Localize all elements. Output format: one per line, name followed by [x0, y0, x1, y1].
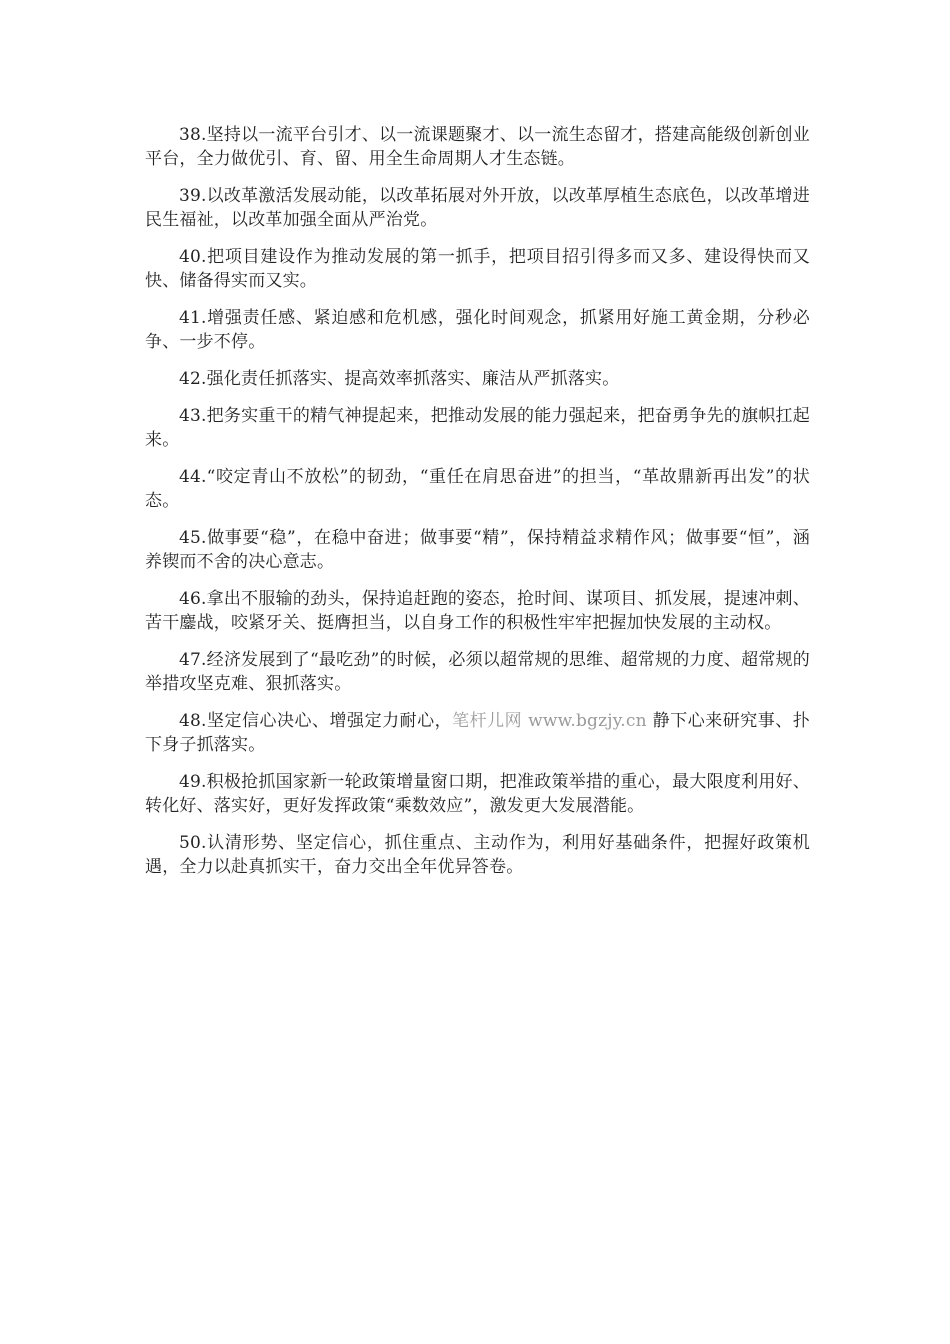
- paragraph-40: 40.把项目建设作为推动发展的第一抓手，把项目招引得多而又多、建设得快而又快、储备得实而又实。: [145, 247, 810, 291]
- paragraph-49: 49.积极抢抓国家新一轮政策增量窗口期，把准政策举措的重心，最大限度利用好、转化好、落实好，更好发挥政策“乘数效应”，激发更大发展潜能。: [145, 772, 810, 816]
- paragraph-43: 43.把务实重干的精气神提起来，把推动发展的能力强起来，把奋勇争先的旗帜扛起来。: [145, 406, 810, 450]
- watermark-text: 笔杆儿网 www.bgzjy.cn: [452, 711, 647, 731]
- paragraph-38: 38.坚持以一流平台引才、以一流课题聚才、以一流生态留才，搭建高能级创新创业平台，全力做优引、育、留、用全生命周期人才生态链。: [145, 125, 810, 169]
- paragraph-42: 42.强化责任抓落实、提高效率抓落实、廉洁从严抓落实。: [179, 369, 620, 389]
- document-body: [145, 123, 810, 892]
- paragraph-48-after: 静下心来研究事、扑下身子抓落实。: [145, 711, 810, 755]
- paragraph-48: [145, 709, 810, 757]
- paragraph-48-before: 48.坚定信心决心、增强定力耐心，: [179, 711, 453, 731]
- paragraph-39: 39.以改革激活发展动能，以改革拓展对外开放，以改革厚植生态底色，以改革增进民生福祉，以改革加强全面从严治党。: [145, 186, 810, 230]
- paragraph-45: 45.做事要“稳”，在稳中奋进；做事要“精”，保持精益求精作风；做事要“恒”，涵养锲而不舍的决心意志。: [145, 528, 810, 572]
- paragraph-50: 50.认清形势、坚定信心，抓住重点、主动作为，利用好基础条件，把握好政策机遇，全力以赴真抓实干，奋力交出全年优异答卷。: [145, 833, 810, 877]
- paragraph-41: 41.增强责任感、紧迫感和危机感，强化时间观念，抓紧用好施工黄金期，分秒必争、一步不停。: [145, 308, 810, 352]
- paragraph-47: 47.经济发展到了“最吃劲”的时候，必须以超常规的思维、超常规的力度、超常规的举措攻坚克难、狠抓落实。: [145, 650, 810, 694]
- paragraph-46: 46.拿出不服输的劲头，保持追赶跑的姿态，抢时间、谋项目、抓发展，提速冲刺、苦干鏖战，咬紧牙关、挺膺担当，以自身工作的积极性牢牢把握加快发展的主动权。: [145, 589, 810, 633]
- paragraph-44: 44.“咬定青山不放松”的韧劲，“重任在肩思奋进”的担当，“革故鼎新再出发”的状态。: [145, 467, 810, 511]
